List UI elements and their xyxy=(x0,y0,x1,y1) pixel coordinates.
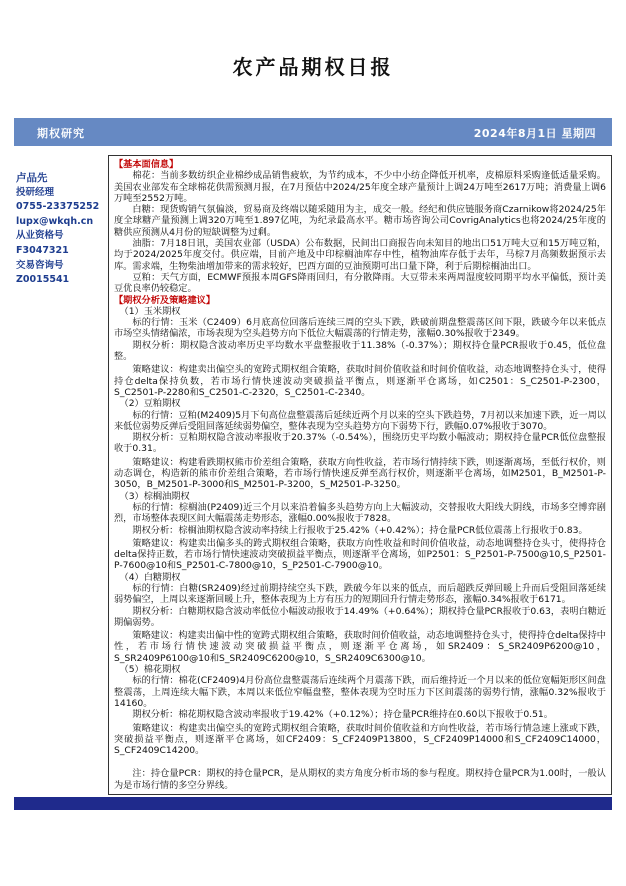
report-date: 2024年8月1日 星期四 xyxy=(473,127,596,140)
analyst-email[interactable]: lupx@wkqh.cn xyxy=(16,215,94,227)
options-paragraph: 期权分析：棕榈油期权隐含波动率持续上行报收于25.42%（+0.42%）；持仓量PCR低位震荡上行报收于0.83。 xyxy=(132,524,588,536)
market-paragraph: 标的行情：棉花(CF2409)4月份高位盘整震荡后连续两个月震荡下跌，而后维持近一个月以来的低位宽幅矩形区间盘整震荡，上周连续大幅下跌，本周以来低位窄幅盘整，整体表现为空时压力下区间震荡的弱势行情，涨幅0.32%报收于14160。 xyxy=(114,675,606,709)
section-title: （5）棉花期权 xyxy=(119,664,181,676)
section-cotton xyxy=(114,664,606,756)
section-title: （4）白糖期权 xyxy=(119,571,181,583)
qualification-number: F3047321 xyxy=(16,244,69,256)
header-band xyxy=(14,118,612,146)
strategy-paragraph: 策略建议：构建卖出偏空头的宽跨式期权组合策略，获取时间价值收益和时间价值收益，动态地调整持仓头寸，使得持仓delta保持负数，若市场行情快速波动突破损益平衡点，则逐渐平仓离场，如C2501：S_C2501-P-2300，S_C2501-P-2280和S_C2501-C-2320，S_C2501-C-2340。 xyxy=(114,364,606,398)
consulting-number: Z0015541 xyxy=(16,274,70,286)
strategy-paragraph: 策略建议：构建卖出偏空头的宽跨式期权组合策略，获取时间价值收益和方向性收益，若市场行情急速上涨或下跌，突破损益平衡点，则逐渐平仓离场，如CF2409：S_CF2409P13800，S_CF2409P14000和S_CF2409C14000，S_CF2409C14200。 xyxy=(114,722,606,757)
consulting-label: 交易咨询号 xyxy=(16,259,64,271)
analyst-role: 投研经理 xyxy=(16,186,55,198)
section-palm-oil xyxy=(114,491,606,572)
fundamentals-cotton: 棉花：当前多数纺织企业棉纱成品销售疲软，为节约成本，不少中小纺企降低开机率，皮棉原料采购逢低适量采购。美国农业部发布全球棉花供需预测月报，在7月预估中2024/25年度全球产量预计上调24万吨至2617万吨；消费量上调6万吨至2552万吨。 xyxy=(114,170,606,204)
strategy-paragraph: 策略建议：构建看跌期权熊市价差组合策略，获取方向性收益，若市场行情持续下跌，则逐渐离场，至低行权价，则动态调仓，构造新的熊市价差组合策略，若市场行情快速反弹至高行权价，则逐渐平仓离场，如M2501，B_M2501-P-3050，B_M2501-P-3000和S_M2501-P-3200，S_M2501-P-3250。 xyxy=(114,456,606,491)
fundamentals-soymeal: 豆粕：天气方面，ECMWF预报本周GFS降雨回归，有分散降雨。大豆带未来两周湿度较同期平均水平偏低，预计美豆优良率仍较稳定。 xyxy=(114,271,606,295)
fundamentals-sugar: 白糖：现货购销气氛偏淡，贸易商及终端以随采随用为主，成交一般。经纪和供应链服务商Czarnikow将2024/25年度全球糖产量预测上调320万吨至1.897亿吨，为纪录最高水平。糖市场咨询公司CovrigAnalytics也将2024/25年度的糖供应预测从4月份的短缺调整为过剩。 xyxy=(114,204,606,238)
options-paragraph: 期权分析：豆粕期权隐含波动率报收于20.37%（-0.54%），围绕历史平均数小幅波动；期权持仓量PCR低位盘整报收于0.31。 xyxy=(114,432,606,455)
section-title: （3）棕榈油期权 xyxy=(119,490,190,502)
market-paragraph: 标的行情：玉米（C2409）6月底高位回落后连续三周的空头下跌，跌破前期盘整震荡区间下限，跌破今年以来低点市场空头情绪偏浓，市场表现为空头趋势方向下低位大幅震荡的行情走势，涨幅0.30%报收于2349。 xyxy=(114,317,606,340)
market-paragraph: 标的行情：棕榈油(P2409)近三个月以来沿着偏多头趋势方向上大幅波动，交替报收大阳线大阴线，市场多空博弈剧烈，市场整体表现区间大幅震荡走势形态，涨幅0.00%报收于7828。 xyxy=(114,501,606,525)
options-paragraph: 期权分析：期权隐含波动率历史平均数水平盘整报收于11.38%（-0.37%）；期权持仓量PCR报收于0.45，低位盘整。 xyxy=(114,339,606,363)
section-soymeal xyxy=(114,398,606,490)
pcr-note: 注：持仓量PCR：期权的持仓量PCR，是从期权的卖方角度分析市场的参与程度。期权持仓量PCR为1.00时，一般认为是市场行情的多空分界线。 xyxy=(114,768,606,791)
options-paragraph: 期权分析：棉花期权隐含波动率报收于19.42%（+0.12%）；持仓量PCR维持在0.60以下报收于0.51。 xyxy=(132,709,553,721)
market-paragraph: 标的行情：豆粕(M2409)5月下旬高位盘整震荡后延续近两个月以来的空头下跌趋势，7月初以来加速下跌，近一周以来低位弱势反弹后受阻回落延续弱势偏空，整体表现为空头趋势方向下弱势下行，跌幅0.07%报收于3070。 xyxy=(114,409,606,432)
analyst-name: 卢品先 xyxy=(16,172,48,184)
footer-bar xyxy=(14,797,612,810)
section-title: （1）玉米期权 xyxy=(119,305,181,317)
strategy-paragraph: 策略建议：构建卖出偏多头的跨式期权组合策略，获取方向性收益和时间价值收益，动态地调整持仓头寸，使得持仓delta保持正数，若市场行情快速波动突破损益平衡点，则逐渐平仓离场，如P2501：S_P2501-P-7500@10,S_P2501-P-7600@10和S_P2501-C-7800@10，S_P2501-C-7900@10。 xyxy=(114,537,606,572)
fundamentals-oils: 油脂：7月18日讯，美国农业部（USDA）公布数据，民间出口商报告向未知目的地出口51万吨大豆和15万吨豆粕，均于2024/2025年度交付。供应端，目前产地及中印棕榈油库存中性，植物油库存低于去年，马棕7月高频数据预示去库。需求端，生物柴油增加带来的需求较好，巴西方面的豆油预期可出口量下降，利于后期棕榈油出口。 xyxy=(114,238,606,272)
options-paragraph: 期权分析：白糖期权隐含波动率低位小幅波动报收于14.49%（+0.64%）；期权持仓量PCR报收于0.63，表明白糖近期偏弱势。 xyxy=(114,605,607,628)
analyst-phone: 0755-23375252 xyxy=(16,201,100,213)
fundamentals-heading: 【基本面信息】 xyxy=(114,159,179,170)
analyst-info xyxy=(16,171,104,288)
qualification-label: 从业资格号 xyxy=(16,230,64,242)
analysis-heading: 【期权分析及策略建议】 xyxy=(114,294,216,306)
strategy-paragraph: 策略建议：构建卖出偏中性的宽跨式期权组合策略，获取时间价值收益，动态地调整持仓头寸，使得持仓delta保持中性，若市场行情快速波动突破损益平衡点，则逐渐平仓离场，如SR2409：S_SR2409P6200@10，S_SR2409P6100@10和S_SR2409C6200@10，S_SR2409C6300@10。 xyxy=(114,630,606,664)
report-body xyxy=(108,155,612,795)
report-title: 农产品期权日报 xyxy=(232,55,394,79)
market-paragraph: 标的行情：白糖(SR2409)经过前期持续空头下跌，跌破今年以来的低点，而后超跌反弹回暖上升而后受阻回落延续弱势偏空，上周以来逐渐回暖上升，整体表现为上方有压力的短期回升行情走势形态，涨幅0.34%报收于6171。 xyxy=(114,582,606,606)
section-label: 期权研究 xyxy=(37,127,85,140)
section-sugar xyxy=(114,572,606,664)
section-title: （2）豆粕期权 xyxy=(119,398,181,410)
section-corn xyxy=(114,306,606,398)
